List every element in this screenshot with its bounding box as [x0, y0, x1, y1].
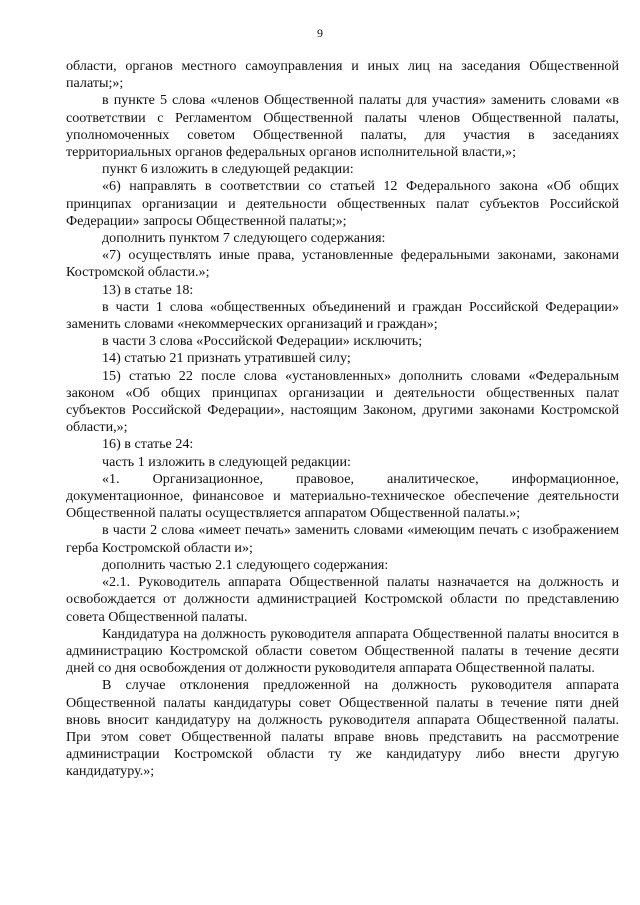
paragraph: 15) статью 22 после слова «установленных» дополнить словами «Федеральным законом «Об общих принципах организации и деятельности общественных палат субъектов Российской Федерации», настоящим Законом, другими законами Костромской области,»;	[66, 367, 619, 436]
page-number: 9	[317, 26, 323, 40]
paragraph: В случае отклонения предложенной на должность руководителя аппарата Общественной палаты кандидатуры совет Общественной палаты в течение пяти дней вновь вносит кандидатуру на должность руководителя аппарата Общественной палаты. При этом совет Общественной палаты вправе вновь представить на рассмотрение администрации Костромской области ту же кандидатуру либо внести другую кандидатуру.»;	[66, 677, 619, 780]
paragraph: в части 1 слова «общественных объединений и граждан Российской Федерации» заменить словами «некоммерческих организаций и граждан»;	[66, 298, 619, 333]
paragraph: 14) статью 21 признать утратившей силу;	[102, 350, 351, 367]
paragraph: «2.1. Руководитель аппарата Общественной палаты назначается на должность и освобождается от должности администрацией Костромской области по представлению совета Общественной палаты.	[66, 574, 619, 625]
paragraph: в пункте 5 слова «членов Общественной палаты для участия» заменить словами «в соответствии с Регламентом Общественной палаты членов Общественной палаты, уполномоченных советом Общественной палаты, для участия в заседаниях территориальных органов федеральных органов исполнительной власти,»;	[66, 92, 619, 161]
paragraph: «1. Организационное, правовое, аналитическое, информационное, документационное, финансовое и материально-техническое обеспечение деятельности Общественной палаты осуществляется аппаратом Общественной палаты.»;	[66, 470, 619, 522]
paragraph: области, органов местного самоуправления и иных лиц на заседания Общественной палаты;»;	[66, 58, 619, 92]
paragraph: Кандидатура на должность руководителя аппарата Общественной палаты вносится в администрацию Костромской области советом Общественной палаты в течение десяти дней со дня освобождения от должности руководителя аппарата Общественной палаты.	[66, 625, 619, 677]
paragraph: «7) осуществлять иные права, установленные федеральными законами, законами Костромской области.»;	[66, 247, 619, 281]
paragraph: дополнить пунктом 7 следующего содержания:	[102, 230, 386, 247]
paragraph: дополнить частью 2.1 следующего содержания:	[102, 556, 389, 573]
paragraph: 13) в статье 18:	[102, 281, 194, 298]
document-body	[66, 58, 619, 781]
paragraph: пункт 6 изложить в следующей редакции:	[102, 161, 354, 178]
paragraph: в части 2 слова «имеет печать» заменить словами «имеющим печать с изображением герба Костромской области и»;	[66, 522, 619, 556]
paragraph: «6) направлять в соответствии со статьей 12 Федерального закона «Об общих принципах организации и деятельности общественных палат субъектов Российской Федерации» запросы Общественной палаты;»;	[66, 178, 619, 229]
paragraph: в части 3 слова «Российской Федерации» исключить;	[102, 333, 423, 350]
paragraph: 16) в статье 24:	[102, 436, 194, 453]
paragraph: часть 1 изложить в следующей редакции:	[102, 453, 351, 470]
